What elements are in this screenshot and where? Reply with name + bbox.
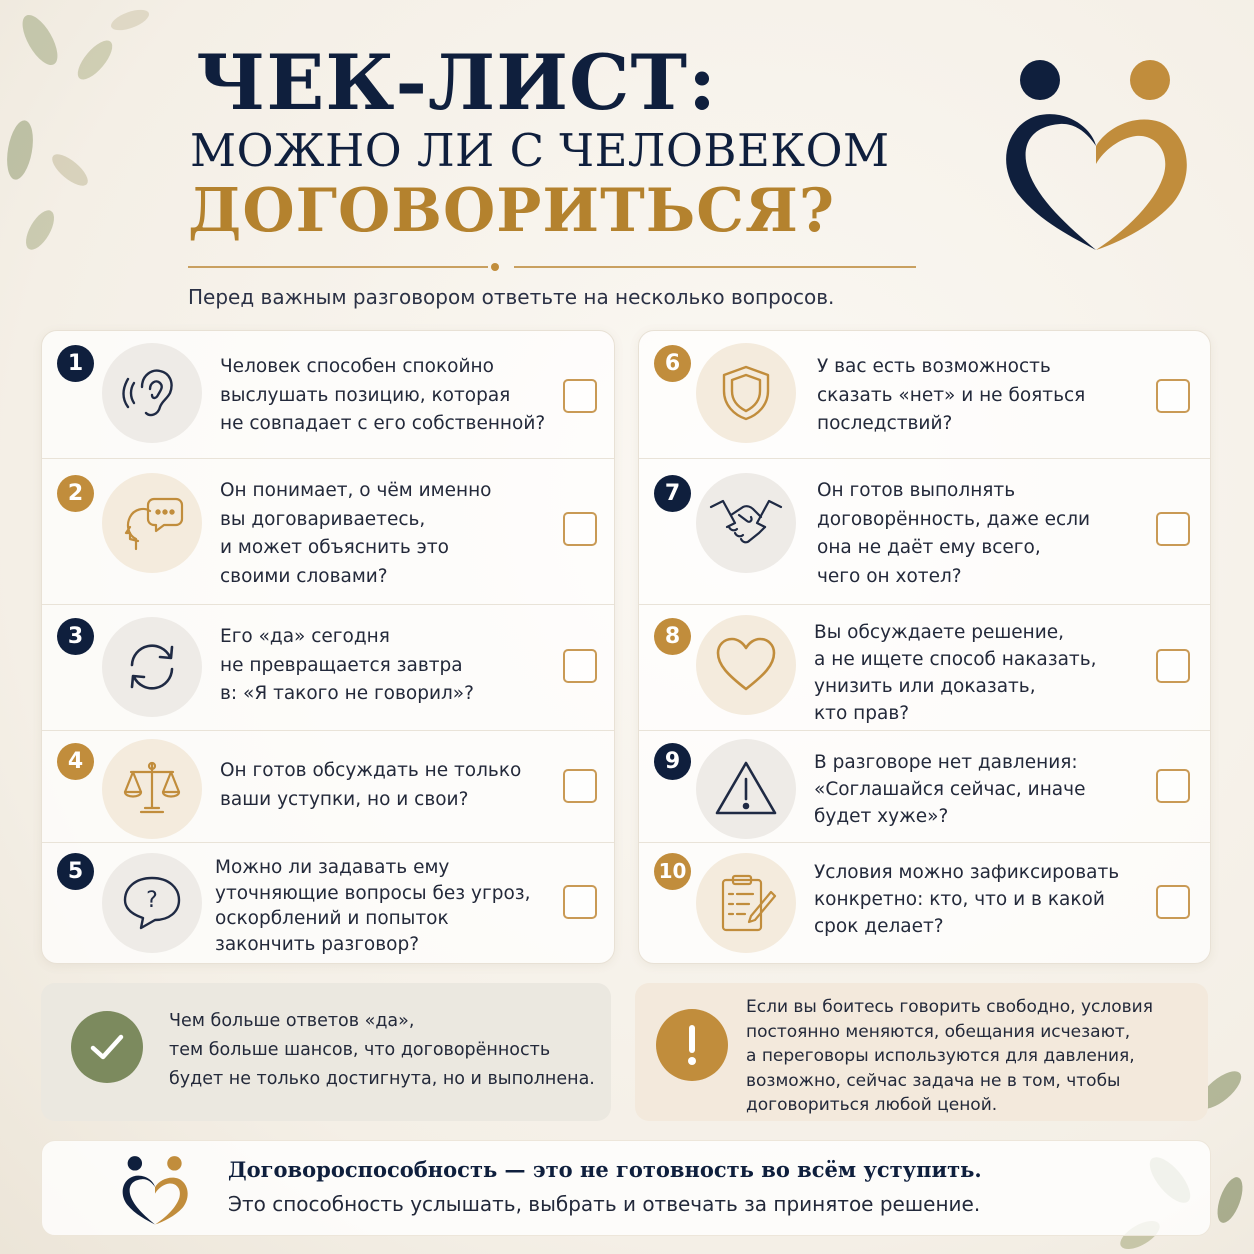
list-item	[639, 605, 1210, 731]
head-speech-bubble-icon	[102, 473, 202, 573]
small-logo-icon	[118, 1154, 192, 1226]
warning-triangle-icon	[696, 739, 796, 839]
checklist-column-right	[638, 330, 1211, 964]
item-number: 1	[57, 345, 94, 382]
item-number: 6	[654, 345, 691, 382]
item-number: 4	[57, 743, 94, 780]
positive-note-box	[41, 983, 611, 1121]
page-title-line-3: ДОГОВОРИТЬСЯ?	[188, 176, 836, 246]
question-text: Человек способен спокойно выслушать позицию, которая не совпадает с его собственной?	[220, 356, 546, 434]
question-text: В разговоре нет давления: «Соглашайся сейчас, иначе будет хуже»?	[814, 752, 1086, 827]
question-bubble-icon	[102, 853, 202, 953]
heart-icon	[696, 615, 796, 715]
question-text: Он готов выполнять договорённость, даже если она не даёт ему всего, чего он хотел?	[817, 480, 1091, 587]
logo-two-people-heart-icon	[996, 54, 1196, 254]
answer-checkbox[interactable]	[563, 649, 597, 683]
positive-note-text: Чем больше ответов «да», тем больше шансов, что договорённость будет не только достигнута, но и выполнена.	[169, 1011, 595, 1089]
answer-checkbox[interactable]	[563, 379, 597, 413]
item-number: 10	[654, 853, 691, 890]
answer-checkbox[interactable]	[1156, 649, 1190, 683]
question-text: Условия можно зафиксировать конкретно: кто, что и в какой срок делает?	[814, 862, 1120, 937]
page-title: ЧЕК-ЛИСТ:	[196, 38, 718, 127]
list-item	[639, 459, 1210, 605]
scales-icon	[102, 739, 202, 839]
item-number: 7	[654, 475, 691, 512]
clipboard-pen-icon	[696, 853, 796, 953]
checklist-column-left	[41, 330, 615, 964]
question-text: Он готов обсуждать не только ваши уступки, но и свои?	[220, 760, 522, 810]
list-item	[42, 843, 614, 965]
answer-checkbox[interactable]	[1156, 885, 1190, 919]
answer-checkbox[interactable]	[563, 769, 597, 803]
answer-checkbox[interactable]	[1156, 379, 1190, 413]
list-item	[42, 331, 614, 459]
item-number: 9	[654, 743, 691, 780]
title-divider	[188, 262, 916, 272]
item-number: 2	[57, 475, 94, 512]
question-text: Можно ли задавать ему уточняющие вопросы без угроз, оскорблений и попыток закончить разговор?	[215, 857, 531, 955]
footer-subline: Это способность услышать, выбрать и отвечать за принятое решение.	[228, 1192, 981, 1216]
answer-checkbox[interactable]	[563, 885, 597, 919]
list-item	[639, 331, 1210, 459]
list-item	[42, 731, 614, 843]
answer-checkbox[interactable]	[1156, 769, 1190, 803]
item-number: 8	[654, 618, 691, 655]
shield-icon	[696, 343, 796, 443]
list-item	[639, 843, 1210, 965]
list-item	[639, 731, 1210, 843]
list-item	[42, 459, 614, 605]
question-text: Его «да» сегодня не превращается завтра в: «Я такого не говорил»?	[220, 626, 474, 704]
ear-icon	[102, 343, 202, 443]
footer-banner	[41, 1140, 1211, 1236]
checkmark-icon	[71, 1011, 143, 1083]
list-item	[42, 605, 614, 731]
question-text: Он понимает, о чём именно вы договариваетесь, и может объяснить это своими словами?	[220, 480, 492, 587]
page-subtitle: Перед важным разговором ответьте на несколько вопросов.	[188, 285, 835, 309]
footer-headline: Договороспособность — это не готовность во всём уступить.	[228, 1157, 982, 1182]
svg-text:?: ?	[146, 888, 158, 913]
item-number: 3	[57, 618, 94, 655]
handshake-icon	[696, 473, 796, 573]
item-number: 5	[57, 853, 94, 890]
question-text: У вас есть возможность сказать «нет» и не бояться последствий?	[817, 356, 1086, 434]
exclamation-icon	[656, 1009, 728, 1081]
warning-note-box	[635, 983, 1208, 1121]
refresh-arrows-icon	[102, 617, 202, 717]
answer-checkbox[interactable]	[1156, 512, 1190, 546]
answer-checkbox[interactable]	[563, 512, 597, 546]
warning-note-text: Если вы боитесь говорить свободно, условия постоянно меняются, обещания исчезают, а переговоры используются для давления, возможно, сейчас задача не в том, чтобы договориться любой ценой.	[746, 997, 1153, 1115]
leaves-top-left-decoration	[0, 0, 180, 260]
page-title-line-2: МОЖНО ЛИ С ЧЕЛОВЕКОМ	[190, 124, 890, 177]
question-text: Вы обсуждаете решение, а не ищете способ наказать, унизить или доказать, кто прав?	[814, 622, 1097, 724]
